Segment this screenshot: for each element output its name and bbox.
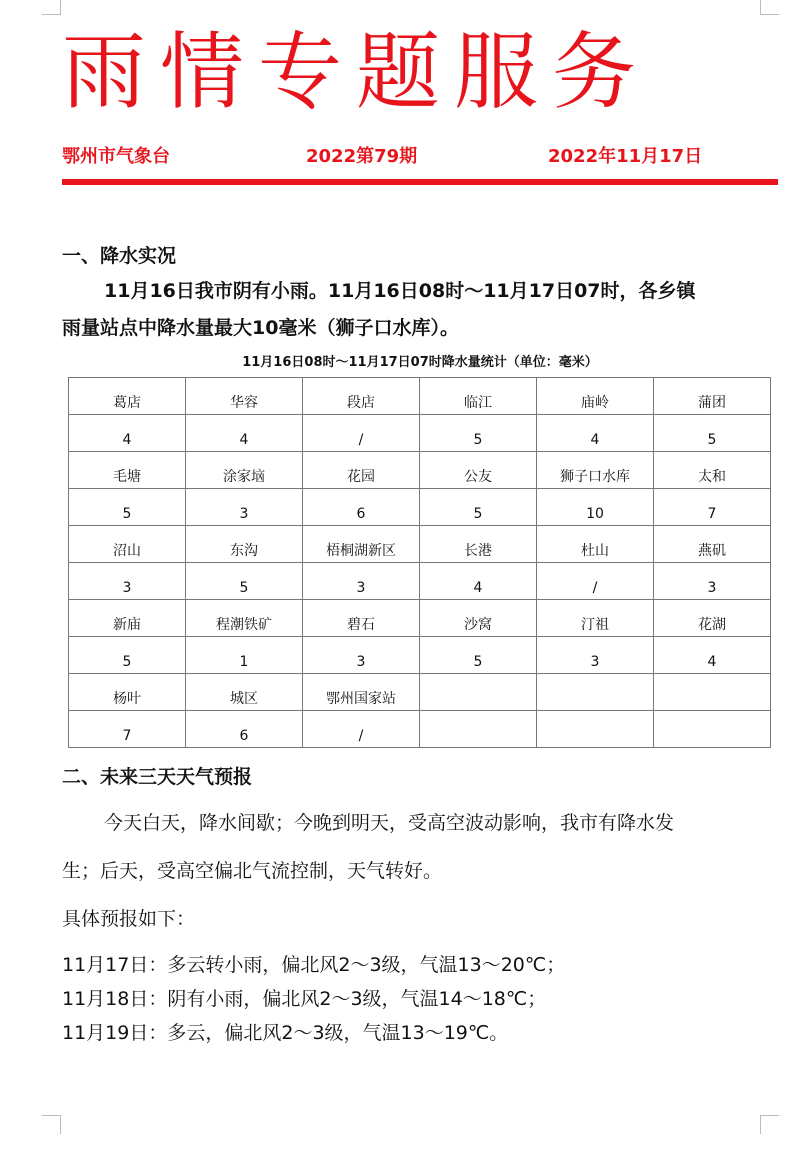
station-row xyxy=(69,600,771,637)
rainfall-value: 4 xyxy=(654,637,771,674)
corner-mark xyxy=(42,1115,61,1134)
station-name: 汀祖 xyxy=(537,600,654,637)
value-row xyxy=(69,711,771,748)
value-row xyxy=(69,415,771,452)
station-name: 程潮铁矿 xyxy=(186,600,303,637)
rainfall-value: 3 xyxy=(69,563,186,600)
rainfall-value xyxy=(654,711,771,748)
station-name: 沼山 xyxy=(69,526,186,563)
section1-heading: 一、降水实况 xyxy=(62,245,177,267)
forecast-intro: 具体预报如下： xyxy=(62,908,196,930)
rainfall-value xyxy=(537,711,654,748)
table-caption: 11月16日08时～11月17日07时降水量统计（单位：毫米） xyxy=(242,355,598,370)
station-name: 沙窝 xyxy=(420,600,537,637)
station-name: 长港 xyxy=(420,526,537,563)
value-row xyxy=(69,489,771,526)
forecast-day3: 11月19日：多云，偏北风2～3级，气温13～19℃。 xyxy=(62,1022,509,1044)
rainfall-table xyxy=(68,377,771,748)
rainfall-value: 5 xyxy=(69,637,186,674)
rainfall-value: / xyxy=(303,415,420,452)
rainfall-value: 5 xyxy=(420,415,537,452)
station-name: 新庙 xyxy=(69,600,186,637)
rainfall-value: / xyxy=(537,563,654,600)
station-name xyxy=(537,674,654,711)
station-name: 公友 xyxy=(420,452,537,489)
rainfall-value: 3 xyxy=(303,563,420,600)
station-name: 鄂州国家站 xyxy=(303,674,420,711)
rainfall-value: 7 xyxy=(654,489,771,526)
station-name: 杨叶 xyxy=(69,674,186,711)
rainfall-value: / xyxy=(303,711,420,748)
rainfall-value: 5 xyxy=(420,637,537,674)
station-row xyxy=(69,526,771,563)
station-name xyxy=(654,674,771,711)
forecast-day2: 11月18日：阴有小雨，偏北风2～3级，气温14～18℃； xyxy=(62,988,547,1010)
rainfall-value: 5 xyxy=(654,415,771,452)
value-row xyxy=(69,563,771,600)
rainfall-value: 10 xyxy=(537,489,654,526)
station-name: 临江 xyxy=(420,378,537,415)
station-name: 杜山 xyxy=(537,526,654,563)
station-name: 花湖 xyxy=(654,600,771,637)
rainfall-value: 4 xyxy=(186,415,303,452)
station-row xyxy=(69,378,771,415)
rainfall-value: 5 xyxy=(186,563,303,600)
rainfall-value: 3 xyxy=(186,489,303,526)
section2-para-line1: 今天白天，降水间歇；今晚到明天，受高空波动影响，我市有降水发 xyxy=(104,812,675,834)
section1-para-line1: 11月16日我市阴有小雨。11月16日08时～11月17日07时，各乡镇 xyxy=(104,280,696,302)
rainfall-value: 3 xyxy=(537,637,654,674)
org-name: 鄂州市气象台 xyxy=(62,146,170,167)
station-name: 蒲团 xyxy=(654,378,771,415)
rainfall-value: 6 xyxy=(186,711,303,748)
station-name: 葛店 xyxy=(69,378,186,415)
station-row xyxy=(69,674,771,711)
corner-mark xyxy=(760,1115,779,1134)
value-row xyxy=(69,637,771,674)
header-divider xyxy=(62,179,778,185)
issue-date: 2022年11月17日 xyxy=(548,146,703,167)
station-name: 太和 xyxy=(654,452,771,489)
rainfall-value: 4 xyxy=(537,415,654,452)
corner-mark xyxy=(42,0,61,15)
section2-para-line2: 生；后天，受高空偏北气流控制，天气转好。 xyxy=(62,860,443,882)
rainfall-value: 4 xyxy=(420,563,537,600)
rainfall-value: 7 xyxy=(69,711,186,748)
station-name xyxy=(420,674,537,711)
forecast-day1: 11月17日：多云转小雨，偏北风2～3级，气温13～20℃； xyxy=(62,954,566,976)
corner-mark xyxy=(760,0,779,15)
station-name: 碧石 xyxy=(303,600,420,637)
station-row xyxy=(69,452,771,489)
document-title: 雨情专题服务 xyxy=(62,23,651,121)
station-name: 华容 xyxy=(186,378,303,415)
issue-number: 2022第79期 xyxy=(306,146,418,167)
station-name: 梧桐湖新区 xyxy=(303,526,420,563)
section2-heading: 二、未来三天天气预报 xyxy=(62,766,253,788)
station-name: 燕矶 xyxy=(654,526,771,563)
station-name: 东沟 xyxy=(186,526,303,563)
rainfall-value: 5 xyxy=(69,489,186,526)
rainfall-value: 3 xyxy=(303,637,420,674)
station-name: 毛塘 xyxy=(69,452,186,489)
section1-para-line2: 雨量站点中降水量最大10毫米（狮子口水库）。 xyxy=(62,317,459,339)
rainfall-value: 5 xyxy=(420,489,537,526)
rainfall-value: 4 xyxy=(69,415,186,452)
station-name: 涂家垴 xyxy=(186,452,303,489)
rainfall-value: 1 xyxy=(186,637,303,674)
station-name: 狮子口水库 xyxy=(537,452,654,489)
station-name: 花园 xyxy=(303,452,420,489)
rainfall-value: 6 xyxy=(303,489,420,526)
station-name: 庙岭 xyxy=(537,378,654,415)
rainfall-value: 3 xyxy=(654,563,771,600)
rainfall-value xyxy=(420,711,537,748)
station-name: 段店 xyxy=(303,378,420,415)
station-name: 城区 xyxy=(186,674,303,711)
